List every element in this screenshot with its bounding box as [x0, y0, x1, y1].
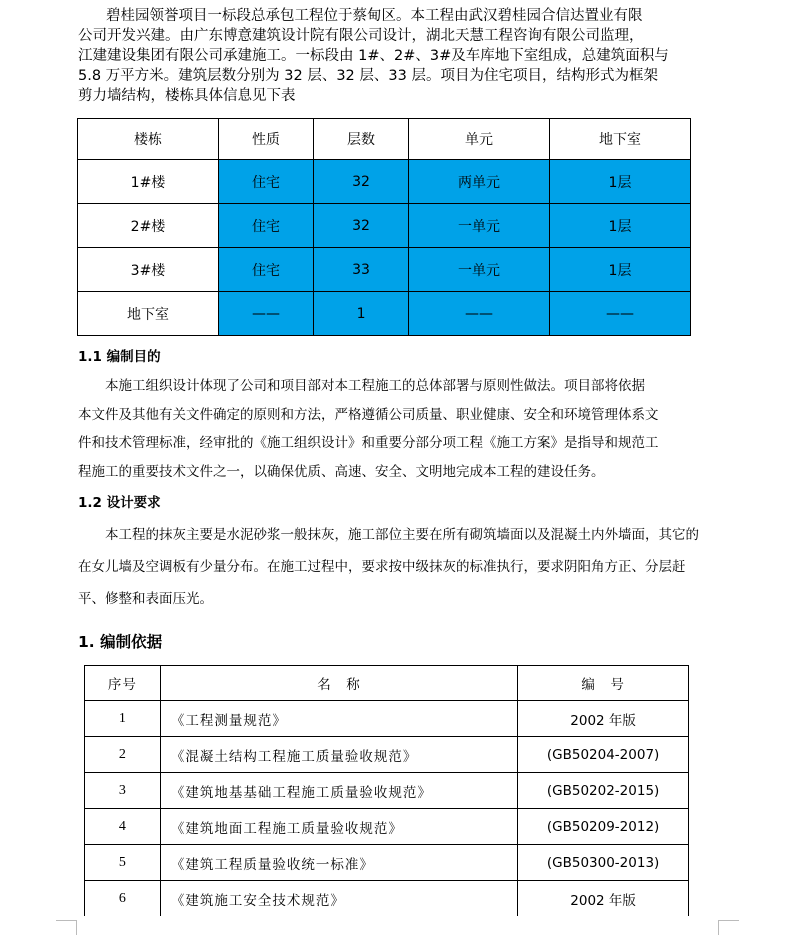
standard-name: 《建筑地面工程施工质量验收规范》 — [160, 809, 517, 845]
table-cell: 两单元 — [409, 160, 550, 204]
table-row — [78, 160, 691, 204]
table-header-row — [78, 119, 691, 160]
table-row — [85, 701, 689, 737]
table-cell: 3#楼 — [78, 248, 219, 292]
table-row — [85, 809, 689, 845]
body-line: 平、修整和表面压光。 — [78, 591, 213, 607]
table-row — [85, 881, 689, 917]
section-heading-1-2: 1.2 设计要求 — [78, 495, 161, 511]
standard-name: 《混凝土结构工程施工质量验收规范》 — [160, 737, 517, 773]
table-cell: 32 — [314, 204, 409, 248]
table-cell: 住宅 — [218, 160, 313, 204]
table-cell: 住宅 — [218, 248, 313, 292]
header-cell: 名 称 — [160, 666, 517, 701]
table-row — [78, 248, 691, 292]
table-cell: 1层 — [550, 160, 691, 204]
header-cell: 层数 — [314, 119, 409, 160]
table-cell: 2#楼 — [78, 204, 219, 248]
row-number: 4 — [85, 809, 161, 845]
header-cell: 性质 — [218, 119, 313, 160]
table-cell: —— — [550, 292, 691, 336]
row-number: 6 — [85, 881, 161, 917]
standard-code: (GB50202-2015) — [518, 773, 689, 809]
header-cell: 楼栋 — [78, 119, 219, 160]
header-cell: 单元 — [409, 119, 550, 160]
table-row — [85, 845, 689, 881]
standard-name: 《建筑地基基础工程施工质量验收规范》 — [160, 773, 517, 809]
table-cell: 1层 — [550, 248, 691, 292]
table-cell: 1 — [314, 292, 409, 336]
building-info-table — [77, 118, 691, 336]
intro-line: 剪力墙结构，楼栋具体信息见下表 — [78, 88, 296, 104]
section-1-2-body — [78, 519, 714, 615]
standard-code: (GB50209-2012) — [518, 809, 689, 845]
table-cell: 一单元 — [409, 248, 550, 292]
table-cell: 一单元 — [409, 204, 550, 248]
table-cell: —— — [409, 292, 550, 336]
body-line: 在女儿墙及空调板有少量分布。在施工过程中，要求按中级抹灰的标准执行，要求阴阳角方正、分层赶 — [78, 559, 686, 575]
table-cell: 1层 — [550, 204, 691, 248]
body-line: 本工程的抹灰主要是水泥砂浆一般抹灰，施工部位主要在所有砌筑墙面以及混凝土内外墙面，其它的 — [105, 527, 699, 543]
table-cell: 住宅 — [218, 204, 313, 248]
table-cell: —— — [218, 292, 313, 336]
page-corner-mark-right — [718, 920, 739, 935]
table-row — [78, 204, 691, 248]
table-cell: 33 — [314, 248, 409, 292]
standard-name: 《建筑施工安全技术规范》 — [160, 881, 517, 917]
row-number: 3 — [85, 773, 161, 809]
body-line: 程施工的重要技术文件之一，以确保优质、高速、安全、文明地完成本工程的建设任务。 — [78, 463, 605, 480]
standard-code: (GB50300-2013) — [518, 845, 689, 881]
body-line: 件和技术管理标准，经审批的《施工组织设计》和重要分部分项工程《施工方案》是指导和规范工 — [78, 435, 659, 451]
intro-line: 江建建设集团有限公司承建施工。一标段由 1#、2#、3#及车库地下室组成，总建筑面积与 — [78, 48, 669, 64]
standard-name: 《工程测量规范》 — [160, 701, 517, 737]
table-cell: 32 — [314, 160, 409, 204]
section-heading-basis: 1. 编制依据 — [78, 633, 163, 651]
standard-name: 《建筑工程质量验收统一标准》 — [160, 845, 517, 881]
page-corner-mark-left — [56, 920, 77, 935]
intro-paragraph — [78, 6, 718, 106]
header-cell: 地下室 — [550, 119, 691, 160]
row-number: 2 — [85, 737, 161, 773]
table-row — [78, 292, 691, 336]
table-row — [85, 737, 689, 773]
intro-line: 碧桂园领誉项目一标段总承包工程位于蔡甸区。本工程由武汉碧桂园合信达置业有限 — [106, 8, 643, 24]
standard-code: 2002 年版 — [518, 701, 689, 737]
standard-code: (GB50204-2007) — [518, 737, 689, 773]
row-number: 5 — [85, 845, 161, 881]
table-header-row — [85, 666, 689, 701]
standard-code: 2002 年版 — [518, 881, 689, 917]
header-cell: 编 号 — [518, 666, 689, 701]
intro-line: 5.8 万平方米。建筑层数分别为 32 层、32 层、33 层。项目为住宅项目，结构形式为框架 — [78, 68, 658, 84]
intro-line: 公司开发兴建。由广东博意建筑设计院有限公司设计，湖北天慧工程咨询有限公司监理， — [78, 28, 644, 44]
row-number: 1 — [85, 701, 161, 737]
table-cell: 1#楼 — [78, 160, 219, 204]
table-cell: 地下室 — [78, 292, 219, 336]
standards-table — [84, 665, 689, 916]
body-line: 本文件及其他有关文件确定的原则和方法，严格遵循公司质量、职业健康、安全和环境管理体系文 — [78, 406, 659, 423]
section-heading-1-1: 1.1 编制目的 — [78, 349, 161, 365]
table-row — [85, 773, 689, 809]
section-1-1-body — [78, 372, 714, 486]
body-line: 本施工组织设计体现了公司和项目部对本工程施工的总体部署与原则性做法。项目部将依据 — [105, 378, 645, 394]
header-cell: 序号 — [85, 666, 161, 701]
